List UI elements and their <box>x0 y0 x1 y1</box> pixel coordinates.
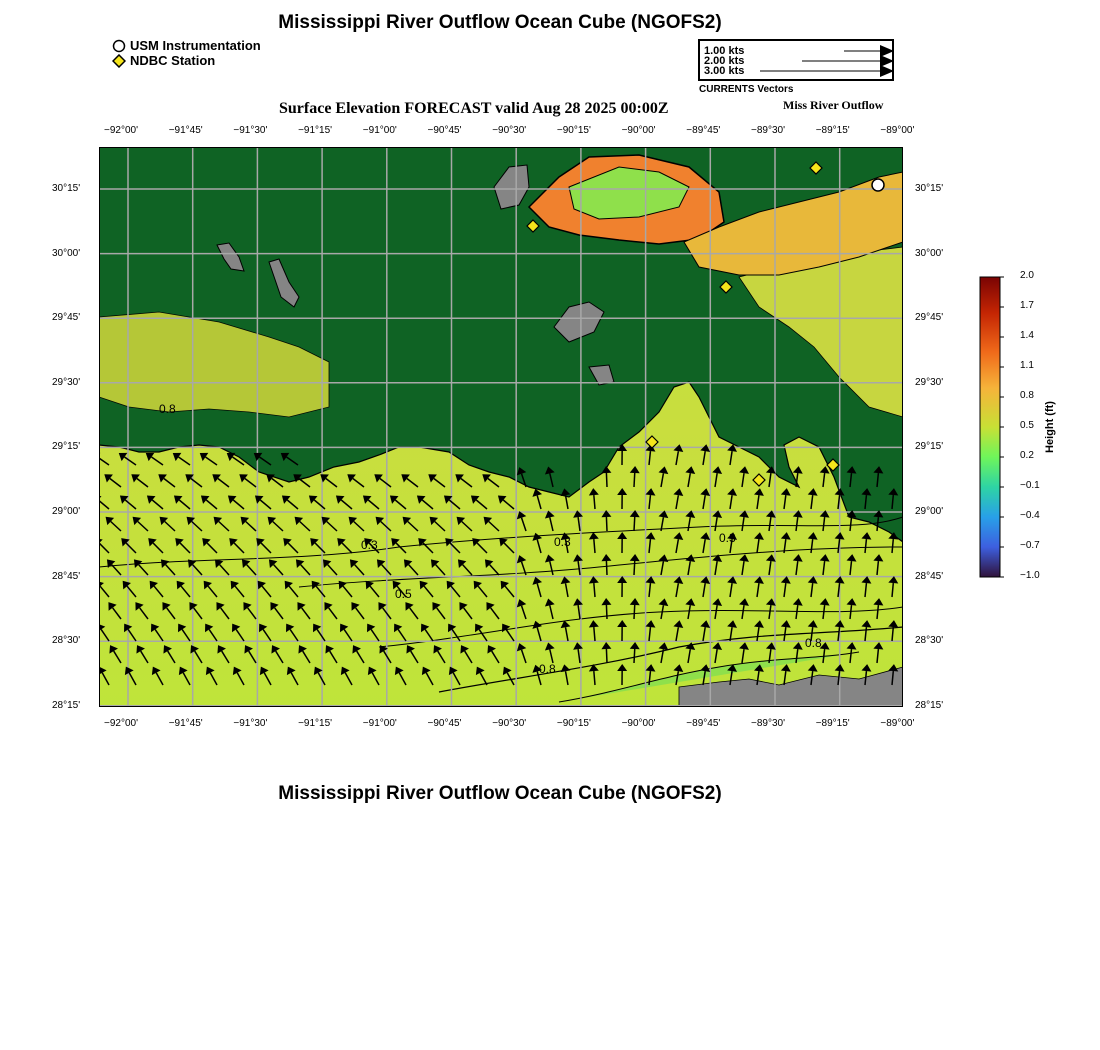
latitude-label: 28°30' <box>52 635 81 647</box>
colorbar-tick-label: −0.7 <box>1020 540 1040 551</box>
contour-label-3: 0.3 <box>554 535 571 549</box>
latitude-label: 28°30' <box>915 635 944 647</box>
longitude-label: −92°00' <box>104 125 138 136</box>
station-legend <box>112 38 261 68</box>
longitude-label: −89°00' <box>880 718 915 729</box>
latitude-label: 28°15' <box>915 699 944 711</box>
longitude-label: −91°15' <box>298 718 333 729</box>
colorbar-tick-label: −0.1 <box>1020 480 1040 491</box>
latitude-label: 29°30' <box>915 376 944 388</box>
contour-label-2: 0.3 <box>361 538 378 552</box>
latitude-label: 29°45' <box>915 312 944 324</box>
latitude-label: 29°45' <box>52 312 81 324</box>
ndbc-diamond-icon <box>112 54 126 68</box>
longitude-label: −90°30' <box>492 125 527 136</box>
longitude-label: −91°00' <box>362 718 397 729</box>
colorbar-tick-label: −1.0 <box>1020 570 1040 581</box>
longitude-label: −89°00' <box>880 125 915 136</box>
latitude-label: 29°30' <box>52 376 81 388</box>
longitude-label: −91°45' <box>168 718 203 729</box>
contour-label-6: 0.8 <box>539 662 556 676</box>
legend-usm-label: USM Instrumentation <box>130 38 261 53</box>
vector-legend-title: CURRENTS Vectors <box>699 84 794 95</box>
colorbar-tick-label: 1.1 <box>1020 360 1034 371</box>
longitude-label: −89°45' <box>686 125 721 136</box>
latitude-label: 29°00' <box>915 506 944 517</box>
colorbar-tick-label: 1.7 <box>1020 300 1034 311</box>
latitude-label: 30°15' <box>915 183 944 194</box>
vector-label-1: 1.00 kts <box>704 45 745 57</box>
contour-label-1: 0.8 <box>159 402 176 416</box>
height-colorbar <box>978 276 1004 580</box>
longitude-label: −90°45' <box>427 125 462 136</box>
colorbar-tick-label: 0.2 <box>1020 450 1034 461</box>
longitude-label: −90°00' <box>621 125 656 136</box>
latitude-label: 29°00' <box>52 506 81 517</box>
latitude-label: 28°45' <box>52 570 81 582</box>
longitude-label: −90°00' <box>621 718 656 729</box>
longitude-label: −91°30' <box>233 125 268 136</box>
latitude-label: 29°15' <box>915 441 944 453</box>
longitude-label: −89°30' <box>751 125 785 136</box>
longitude-label: −91°45' <box>168 125 203 136</box>
longitude-label: −92°00' <box>104 718 138 729</box>
longitude-label: −90°15' <box>556 718 591 729</box>
colorbar-gradient <box>980 277 1000 577</box>
longitude-label: −89°30' <box>751 718 785 729</box>
secondary-title: Mississippi River Outflow Ocean Cube (NGOFS2) <box>278 783 722 804</box>
latitude-label: 30°15' <box>52 183 81 194</box>
region-label: Miss River Outflow <box>783 98 884 112</box>
contour-label-4: 0.3 <box>719 531 736 545</box>
vector-label-2: 2.00 kts <box>704 55 745 67</box>
contour-label-7: 0.8 <box>805 636 822 650</box>
colorbar-tick-label: −0.4 <box>1020 510 1040 521</box>
main-title: Mississippi River Outflow Ocean Cube (NGOFS2) <box>278 12 722 33</box>
longitude-label: −89°15' <box>815 125 850 136</box>
latitude-label: 28°15' <box>52 699 81 711</box>
latitude-label: 30°00' <box>915 247 944 259</box>
map-subtitle: Surface Elevation FORECAST valid Aug 28 2025 00:00Z <box>279 100 669 117</box>
contour-label-5: 0.5 <box>395 587 412 601</box>
latitude-label: 29°15' <box>52 441 81 453</box>
forecast-map <box>99 147 903 707</box>
longitude-label: −91°00' <box>362 125 397 136</box>
longitude-label: −90°30' <box>492 718 527 729</box>
colorbar-tick-label: 1.4 <box>1020 330 1034 341</box>
longitude-label: −90°45' <box>427 718 462 729</box>
legend-ndbc-label: NDBC Station <box>130 53 216 68</box>
current-vector-legend <box>698 39 894 81</box>
usm-circle-icon <box>112 39 126 53</box>
colorbar-tick-label: 0.8 <box>1020 390 1034 401</box>
legend-usm <box>112 38 261 53</box>
colorbar-tick-label: 2.0 <box>1020 270 1034 281</box>
vector-label-3: 3.00 kts <box>704 65 745 77</box>
latitude-label: 30°00' <box>52 247 81 259</box>
colorbar-title: Height (ft) <box>1044 401 1056 453</box>
colorbar-tick-label: 0.5 <box>1020 420 1034 431</box>
longitude-label: −89°15' <box>815 718 850 729</box>
longitude-label: −89°45' <box>686 718 721 729</box>
usm-station-marker[interactable] <box>872 179 884 191</box>
longitude-label: −90°15' <box>556 125 591 136</box>
legend-ndbc <box>112 53 261 68</box>
latitude-label: 28°45' <box>915 570 944 582</box>
longitude-label: −91°30' <box>233 718 268 729</box>
longitude-label: −91°15' <box>298 125 333 136</box>
vector-scale-arrows-icon <box>700 41 892 79</box>
